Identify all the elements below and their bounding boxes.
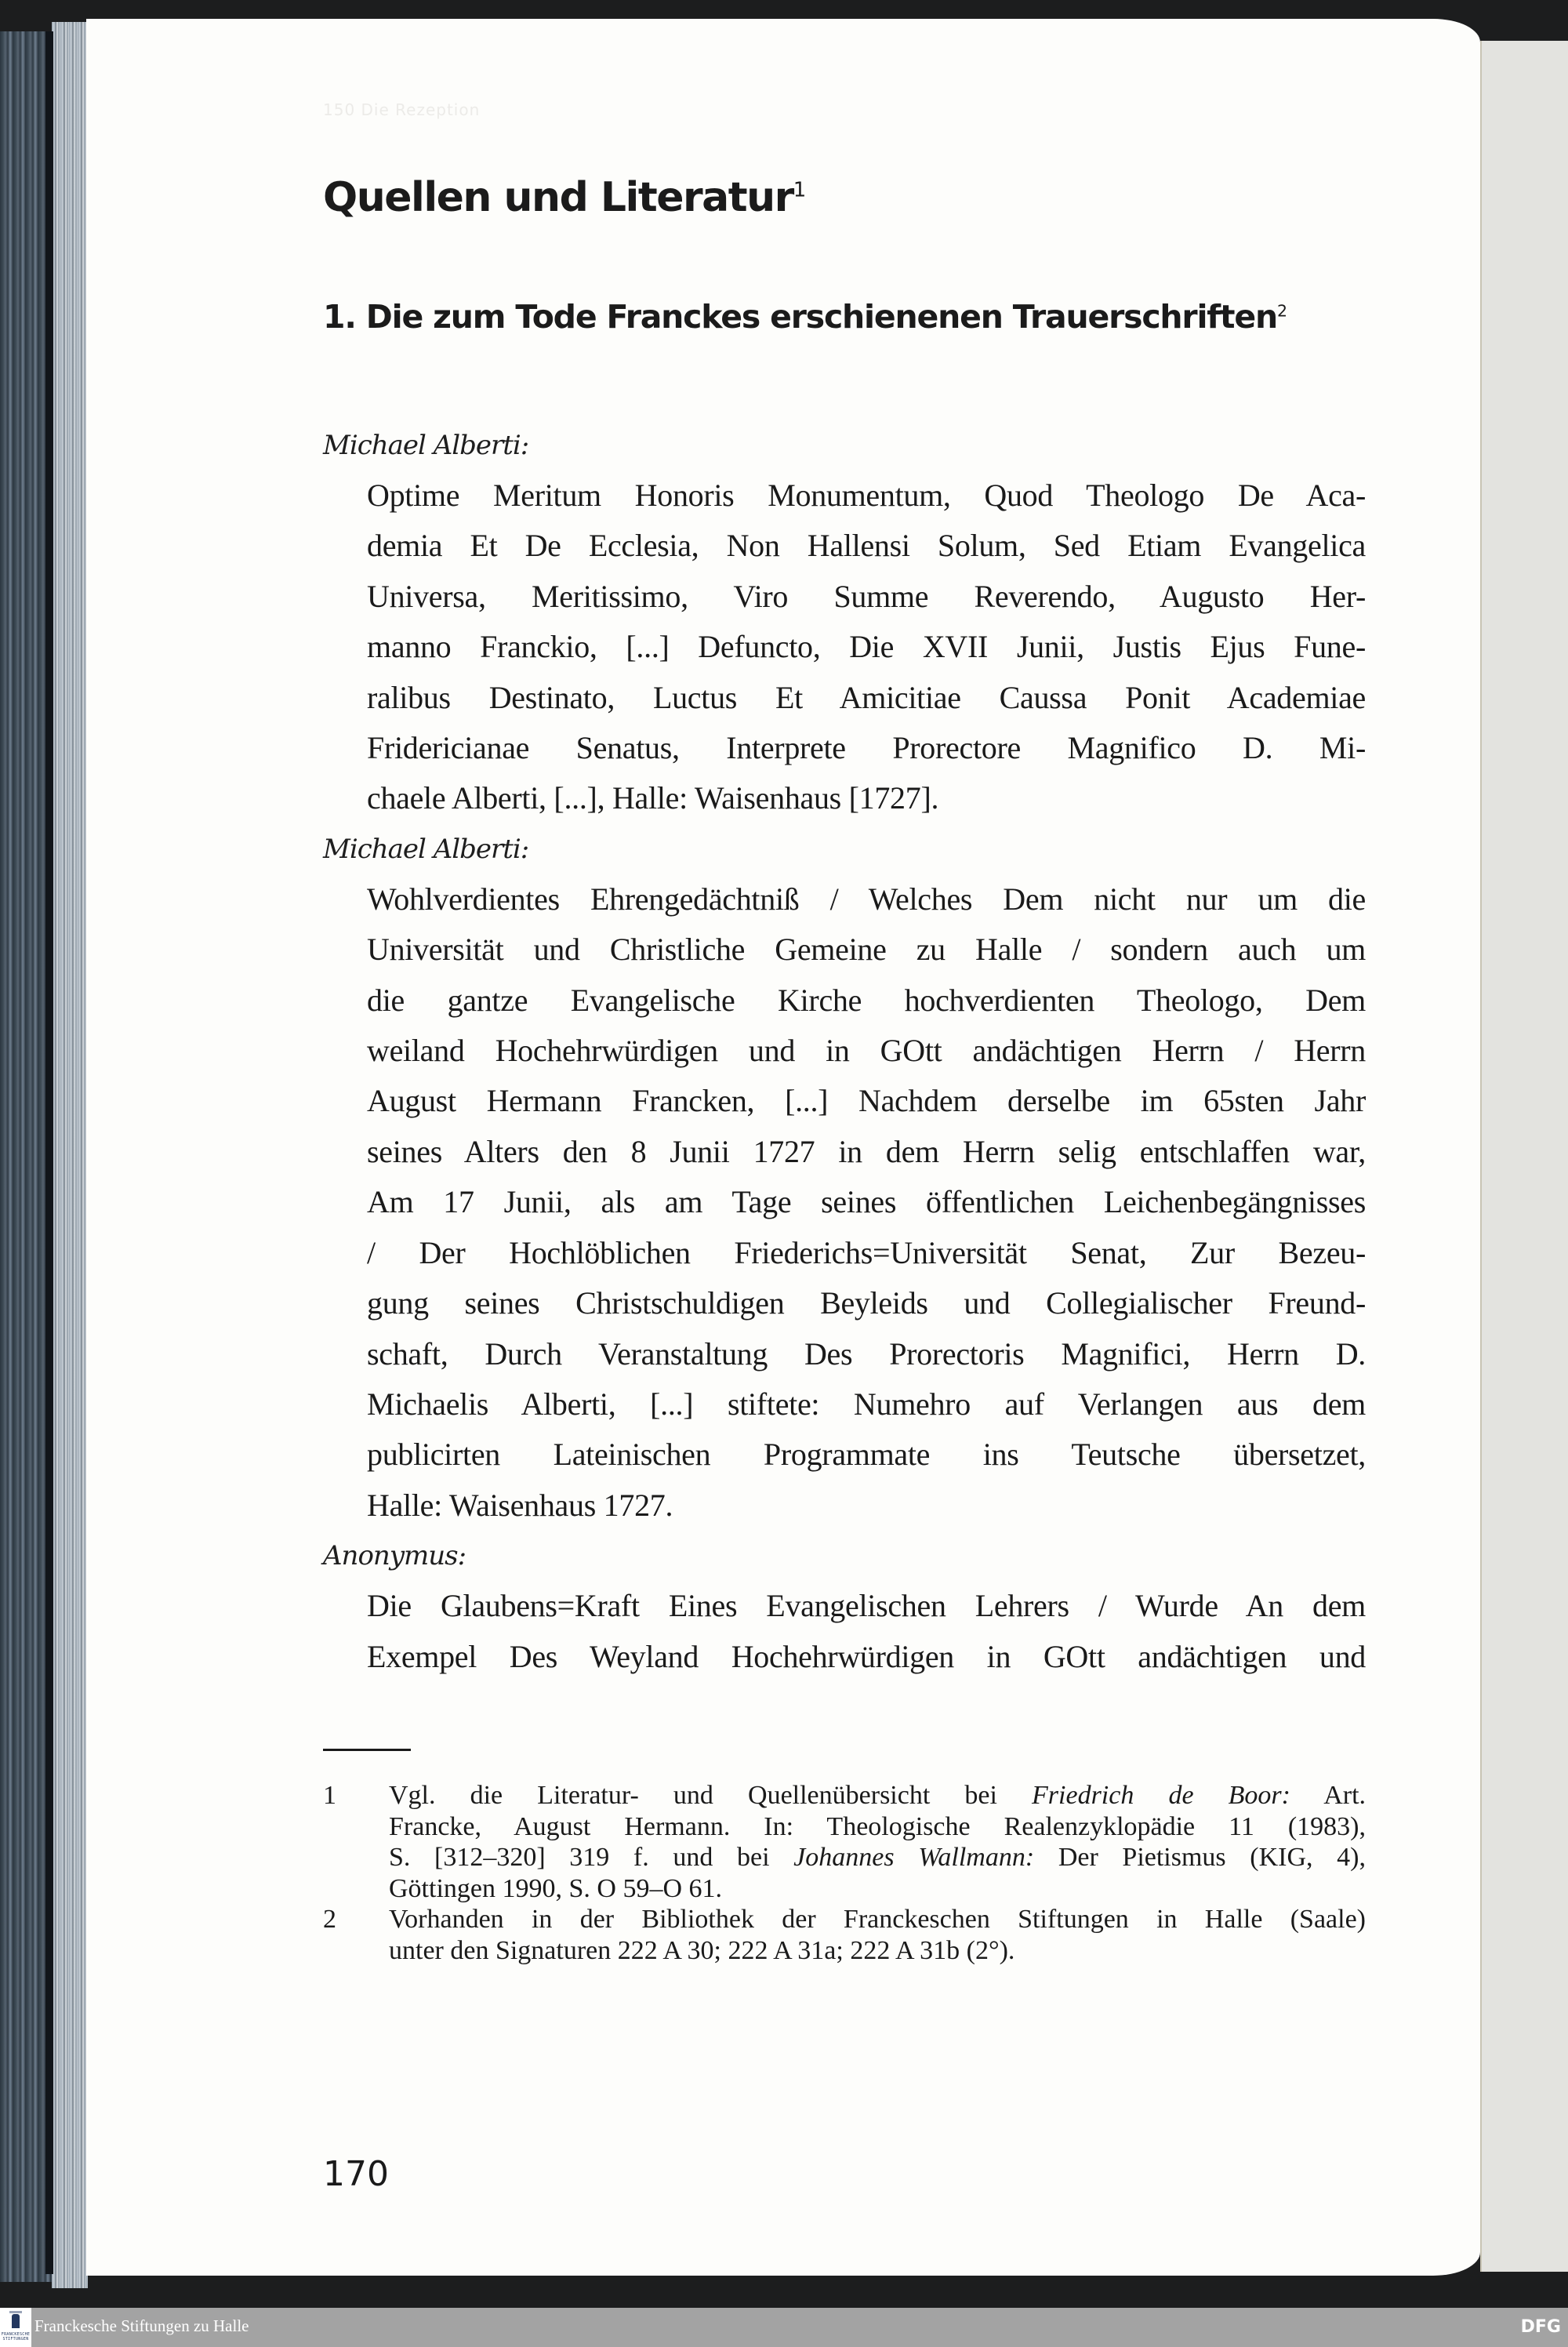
next-page-edge <box>1480 41 1568 2272</box>
footnote-separator <box>323 1749 411 1751</box>
bibliography-entry <box>323 420 1366 824</box>
entry-line: Fridericianae Senatus, Interprete Prorectore Magnifico D. Mi- <box>367 730 1366 766</box>
logo-roof-icon <box>9 2311 22 2313</box>
footnote-body <box>389 1904 1366 1966</box>
footnote-body <box>389 1780 1366 1904</box>
footnote-text: S. [312–320] 319 f. und bei <box>389 1843 794 1872</box>
franckesche-stiftungen-logo[interactable] <box>0 2308 31 2347</box>
viewer-footer-bar <box>0 2308 1568 2347</box>
bibliography-entry <box>323 824 1366 1531</box>
entry-line: demia Et De Ecclesia, Non Hallensi Solum, Sed Etiam Evangelica <box>367 528 1366 564</box>
entry-title <box>367 1581 1366 1682</box>
entry-line: August Hermann Francken, [...] Nachdem derselbe im 65sten Jahr <box>367 1083 1366 1119</box>
subsection-heading-text: 1. Die zum Tode Franckes erschienenen Trauerschriften <box>323 298 1277 336</box>
footnote-2 <box>323 1904 1366 1966</box>
entry-title <box>367 470 1366 824</box>
entry-line: publicirten Lateinischen Programmate ins Teutsche übersetzet, <box>367 1437 1366 1473</box>
entry-author: Anonymus: <box>323 1540 466 1572</box>
entry-line: Universität und Christliche Gemeine zu Halle / sondern auch um <box>367 932 1366 968</box>
footnote-number: 1 <box>323 1781 336 1810</box>
entry-line: / Der Hochlöblichen Friederichs=Universität Senat, Zur Bezeu- <box>367 1234 1366 1270</box>
entry-line: manno Franckio, [...] Defuncto, Die XVII Junii, Justis Ejus Fune- <box>367 629 1366 665</box>
entry-author: Michael Alberti: <box>323 430 529 461</box>
bibliography-entry <box>323 1531 1366 1682</box>
footnote-line <box>389 1780 1366 1811</box>
entry-line: weiland Hochehrwürdigen und in GOtt andächtigen Herrn / Herrn <box>367 1033 1366 1069</box>
entry-line: chaele Alberti, [...], Halle: Waisenhaus [1727]. <box>367 780 939 816</box>
logo-text-line: STIFTUNGEN <box>2 2337 29 2342</box>
institution-name[interactable]: Franckesche Stiftungen zu Halle <box>34 2316 249 2335</box>
bibliography-list <box>323 420 1366 1682</box>
entry-title <box>367 874 1366 1531</box>
entry-line: Optime Meritum Honoris Monumentum, Quod Theologo De Aca- <box>367 478 1366 513</box>
entry-line: schaft, Durch Veranstaltung Des Prorectoris Magnifici, Herrn D. <box>367 1335 1366 1372</box>
footnote-line: Vorhanden in der Bibliothek der Franckeschen Stiftungen in Halle (Saale) <box>389 1905 1366 1934</box>
cited-author: Friedrich de Boor: <box>1032 1781 1290 1810</box>
subsection-heading <box>323 298 1287 336</box>
entry-line: Die Glaubens=Kraft Eines Evangelischen Lehrers / Wurde An dem <box>367 1588 1366 1624</box>
footnote-1 <box>323 1780 1366 1904</box>
footnote-ref-2[interactable]: 2 <box>1276 301 1287 321</box>
footnote-line: Francke, August Hermann. In: Theologische Realenzyklopädie 11 (1983), <box>389 1811 1366 1841</box>
dfg-logo[interactable]: DFG <box>1520 2317 1561 2337</box>
footnotes <box>323 1780 1366 1966</box>
gutter-shadow <box>45 31 53 2274</box>
entry-line: ralibus Destinato, Luctus Et Amicitiae Caussa Ponit Academiae <box>367 679 1366 715</box>
cited-author: Johannes Wallmann: <box>793 1843 1035 1872</box>
section-heading-text: Quellen und Literatur <box>323 174 793 221</box>
entry-line: die gantze Evangelische Kirche hochverdienten Theologo, Dem <box>367 982 1366 1018</box>
section-heading <box>323 174 806 221</box>
page-number: 170 <box>323 2154 389 2194</box>
logo-text-line: FRANCKESCHE <box>1 2332 31 2337</box>
footnote-line: unter den Signaturen 222 A 30; 222 A 31a; 222 A 31b (2°). <box>389 1935 1015 1965</box>
entry-author: Michael Alberti: <box>323 833 529 865</box>
entry-line: Universa, Meritissimo, Viro Summe Reverendo, Augusto Her- <box>367 578 1366 614</box>
logo-figure-icon <box>12 2314 20 2328</box>
entry-line: Halle: Waisenhaus 1727. <box>367 1487 673 1523</box>
entry-line: Michaelis Alberti, [...] stiftete: Numehro auf Verlangen aus dem <box>367 1386 1366 1422</box>
running-head-showthrough: 150 Die Rezeption <box>323 100 481 119</box>
entry-line: gung seines Christschuldigen Beyleids und Collegialischer Freund- <box>367 1285 1366 1321</box>
footnote-text: Vgl. die Literatur- und Quellenübersicht bei <box>389 1781 1033 1810</box>
footnote-text: Der Pietismus (KIG, 4), <box>1034 1843 1366 1872</box>
entry-line: Am 17 Junii, als am Tage seines öffentlichen Leichenbegängnisses <box>367 1184 1366 1220</box>
entry-line: seines Alters den 8 Junii 1727 in dem Herrn selig entschlaffen war, <box>367 1133 1366 1169</box>
page-stack-edge-highlight <box>52 22 88 2288</box>
entry-line: Exempel Des Weyland Hochehrwürdigen in GOtt andächtigen und <box>367 1638 1366 1674</box>
logo-text <box>0 2332 31 2342</box>
entry-line: Wohlverdientes Ehrengedächtniß / Welches Dem nicht nur um die <box>367 881 1366 917</box>
book-page <box>86 19 1480 2276</box>
footnote-line: Göttingen 1990, S. O 59–O 61. <box>389 1873 722 1903</box>
footnote-line <box>389 1842 1366 1873</box>
footnote-text: Art. <box>1290 1781 1367 1810</box>
footnote-ref-1[interactable]: 1 <box>793 178 807 202</box>
footnote-number: 2 <box>323 1905 336 1934</box>
